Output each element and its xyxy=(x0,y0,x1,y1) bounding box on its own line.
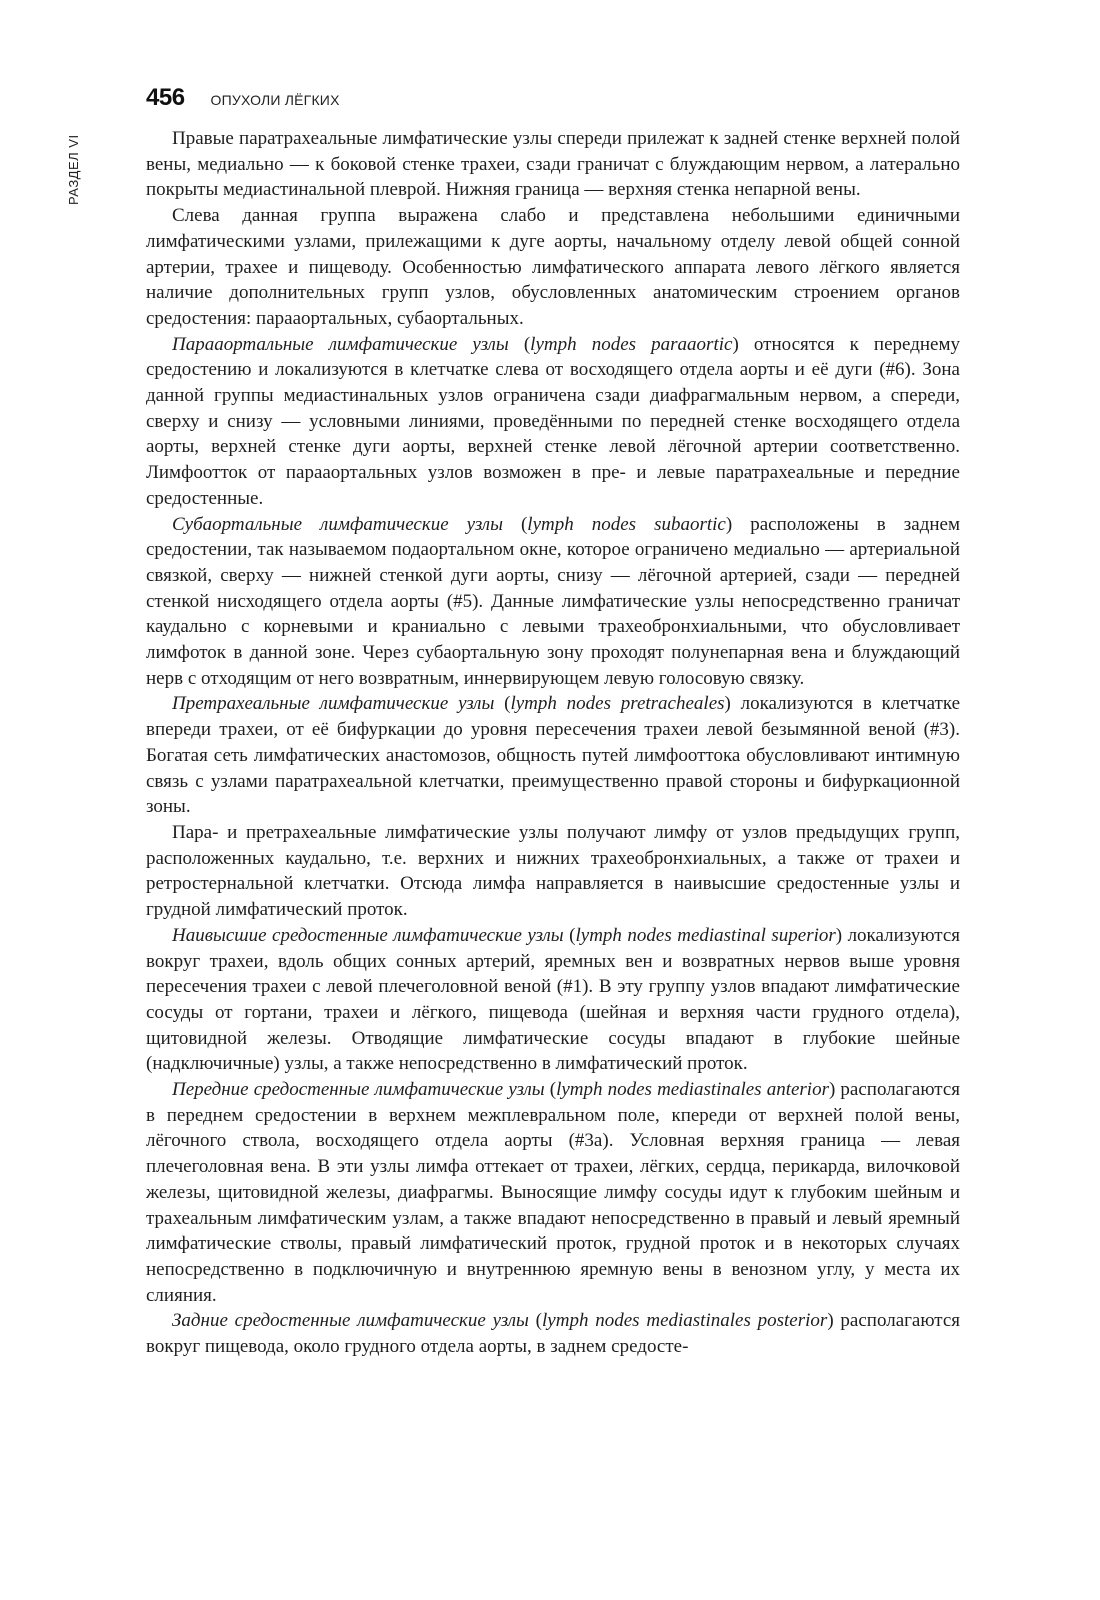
paragraph-text: ) относятся к переднему средостению и локализуются в клетчатке слева от восходящего отдела аорты и её дуги (#6). Зона данной группы медиастинальных узлов ограничена сзади диафрагмальным нервом, а спереди, сверху и снизу — условными линиями, проведёнными по передней стенке восходящего отдела аорты, верхней стенке дуги аорты, верхней стенке левой лёгочной артерии соответственно. Лимфоотток от парааортальных узлов возможен в пре- и левые паратрахеальные и передние средостенные. xyxy=(146,333,961,509)
page-number: 456 xyxy=(146,84,185,111)
paragraph-text: Пара- и претрахеальные лимфатические узлы получают лимфу от узлов предыдущих групп, расположенных каудально, т.е. верхних и нижних трахеобронхиальных, а также от трахеи и ретростернальной клетчатки. Отсюда лимфа направляется в наивысшие средостенные узлы и грудной лимфатический проток. xyxy=(146,821,960,921)
term-separator: ( xyxy=(563,924,576,946)
term-separator: ( xyxy=(528,1310,543,1332)
paragraph-text: ) локализуются в клетчатке впереди трахеи, от её бифуркации до уровня пересечения трахеи левой безымянной веной (#3). Богатая сеть лимфатических анастомозов, общность путей лимфооттока обусловливают интимную связь с узлами паратрахеальной клетчатки, преимущественно правой стороны и бифуркационной зоны. xyxy=(146,693,961,818)
paragraph-text: ) локализуются вокруг трахеи, вдоль общих сонных артерий, яремных вен и возвратных нервов выше уровня пересечения трахеи с левой плечеголовной веной (#1). В эту группу узлов впадают лимфатические сосуды от гортани, трахеи и лёгкого, пищевода (шейная и верхняя части грудного отдела), щитовидной железы. Отводящие лимфатические сосуды впадают в глубокие шейные (надключичные) узлы, а также непосредственно в лимфатический проток. xyxy=(146,924,961,1075)
term-russian: Наивысшие средостенные лимфатические узлы xyxy=(172,924,564,946)
paragraph xyxy=(146,1308,960,1359)
paragraph-text: ) расположены в заднем средостении, так называемом подаортальном окне, которое ограничено медиально — артериальной связкой, сверху — нижней стенкой дуги аорты, снизу — лёгочной артерией, сзади — передней стенкой нисходящего отдела аорты (#5). Данные лимфатические узлы непосредственно граничат каудально с корневыми и краниально с левыми трахеобронхиальными, что обусловливает лимфоток в данной зоне. Через субаортальную зону проходят полунепарная вена и блуждающий нерв с отходящим от него возвратным, иннервирующем левую голосовую связку. xyxy=(146,513,960,689)
paragraph-text: Правые паратрахеальные лимфатические узлы спереди прилежат к задней стенке верхней полой вены, медиально — к боковой стенке трахеи, сзади граничат с блуждающим нервом, а латерально покрыты медиастинальной плеврой. Нижняя граница — верхняя стенка непарной вены. xyxy=(146,128,960,201)
term-russian: Претрахеальные лимфатические узлы xyxy=(172,693,495,715)
term-latin: lymph nodes mediastinal superior xyxy=(575,924,836,946)
body-text xyxy=(146,126,960,1360)
term-separator: ( xyxy=(494,693,511,715)
running-head xyxy=(146,84,340,114)
term-russian: Субаортальные лимфатические узлы xyxy=(172,513,503,535)
term-separator: ( xyxy=(502,513,528,535)
paragraph xyxy=(146,1077,960,1308)
section-side-tab: РАЗДЕЛ VI xyxy=(66,134,81,206)
term-russian: Задние средостенные лимфатические узлы xyxy=(172,1310,529,1332)
paragraph xyxy=(146,512,960,692)
paragraph-text: ) располагаются вокруг пищевода, около грудного отдела аорты, в заднем средосте- xyxy=(146,1310,961,1358)
paragraph-text: Слева данная группа выражена слабо и представлена небольшими единичными лимфатическими узлами, прилежащими к дуге аорты, начальному отделу левой общей сонной артерии, трахее и пищеводу. Особенностью лимфатического аппарата левого лёгкого является наличие дополнительных групп узлов, обусловленных анатомическим строением органов средостения: парааортальных, субаортальных. xyxy=(146,205,960,329)
term-separator: ( xyxy=(544,1079,557,1101)
term-latin: lymph nodes subaortic xyxy=(527,513,726,535)
term-russian: Парааортальные лимфатические узлы xyxy=(172,333,509,355)
section-title: ОПУХОЛИ ЛЁГКИХ xyxy=(210,92,340,108)
term-latin: lymph nodes paraaortic xyxy=(530,333,733,355)
paragraph xyxy=(146,691,960,820)
paragraph xyxy=(146,332,960,512)
term-separator: ( xyxy=(508,333,531,355)
term-latin: lymph nodes mediastinales posterior xyxy=(542,1310,828,1332)
term-russian: Передние средостенные лимфатические узлы xyxy=(172,1079,545,1101)
term-latin: lymph nodes pretracheales xyxy=(510,693,725,715)
term-latin: lymph nodes mediastinales anterior xyxy=(556,1079,829,1101)
paragraph xyxy=(146,126,960,203)
paragraph xyxy=(146,923,960,1077)
paragraph xyxy=(146,203,960,332)
paragraph xyxy=(146,820,960,923)
paragraph-text: ) располагаются в переднем средостении в верхнем межплевральном поле, кпереди от верхней полой вены, лёгочного ствола, восходящего отдела аорты (#3а). Условная верхняя граница — левая плечеголовная вена. В эти узлы лимфа оттекает от трахеи, лёгких, сердца, перикарда, вилочковой железы, щитовидной железы, диафрагмы. Выносящие лимфу сосуды идут к глубоким шейным и трахеальным лимфатическим узлам, а также впадают непосредственно в правый и левый яремный лимфатические стволы, правый лимфатический проток, грудной проток и в некоторых случаях непосредственно в подключичную и внутреннюю яремную вены в венозном углу, у места их слияния. xyxy=(146,1079,960,1306)
